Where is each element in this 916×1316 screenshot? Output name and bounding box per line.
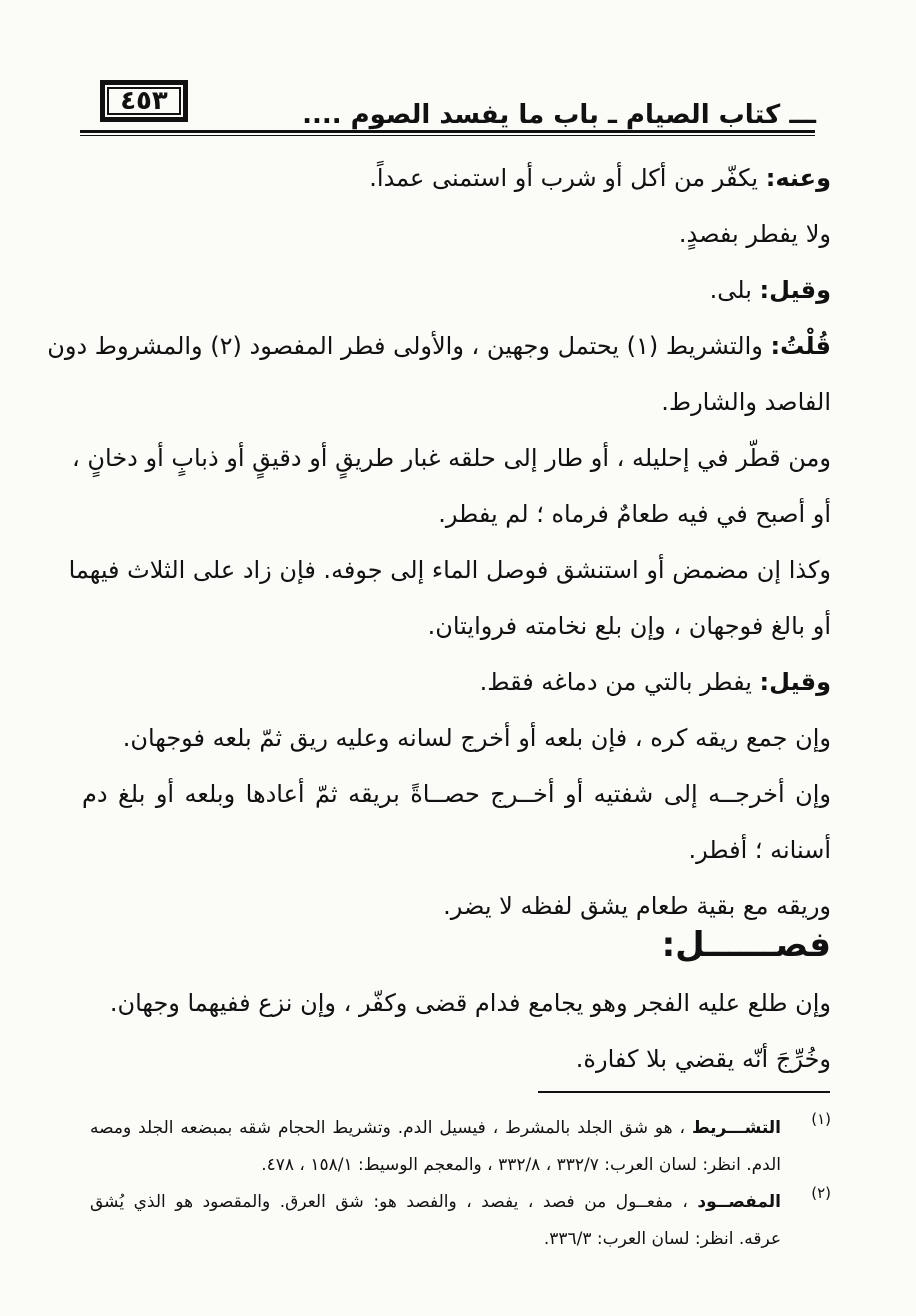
footnote-separator (538, 1091, 830, 1093)
text-line: وإن جمع ريقه كره ، فإن بلعه أو أخرج لسانه وعليه ريق ثمّ بلعه فوجهان. (122, 724, 831, 752)
footnote-term: التشـــريط (691, 1118, 782, 1138)
footnote-line (90, 1110, 781, 1147)
text-line: ولا يفطر بفصدٍ. (678, 220, 831, 248)
header-rule-thin (80, 135, 815, 136)
footnotes (90, 1110, 831, 1258)
text-line: وإن أخرجــه إلى شفتيه أو أخــرج حصــاةً بريقه ثمّ أعادها وبلعه أو بلغ دم (82, 780, 831, 808)
text-line: وخُرِّجَ أنّه يقضي بلا كفارة. (575, 1045, 831, 1073)
text-line: وكذا إن مضمض أو استنشق فوصل الماء إلى جوفه. فإن زاد على الثلاث فيهما (68, 556, 831, 584)
main-text (47, 150, 831, 934)
section-heading: فصــــــل: (661, 925, 831, 965)
line-text: يكفّر من أكل أو شرب أو استمنى عمداً. (369, 164, 759, 192)
footnote-line (90, 1184, 781, 1221)
paragraph-lead: وقيل: (759, 276, 831, 304)
text-line: ومن قطّر في إحليله ، أو طار إلى حلقه غبار طريقٍ أو دقيقٍ أو ذبابٍ أو دخانٍ ، (72, 444, 831, 472)
footnote (90, 1184, 831, 1258)
line-text: والتشريط (١) يحتمل وجهين ، والأولى فطر المفصود (٢) والمشروط دون (47, 332, 763, 360)
paragraph (82, 262, 831, 318)
paragraph-lead: وعنه: (765, 164, 831, 192)
paragraph (82, 206, 831, 262)
paragraph (82, 766, 831, 878)
paragraph (68, 542, 831, 654)
footnote-number: (٢) (811, 1184, 831, 1202)
footnote-line: الدم. انظر: لسان العرب: ٣٣٢/٧ ، ٣٣٢/٨ ، والمعجم الوسيط: ١٥٨/١ ، ٤٧٨. (261, 1155, 781, 1175)
text-line: الفاصد والشارط. (661, 388, 831, 416)
footnote-term: المفصــود (697, 1192, 781, 1212)
paragraph-lead: وقيل: (759, 668, 831, 696)
footnote (90, 1110, 831, 1184)
line-text: بلى. (709, 276, 752, 304)
paragraph (72, 430, 831, 542)
line-text: ، هو شق الجلد بالمشرط ، فيسيل الدم. وتشريط الحجام شقه بمبضعه الجلد ومصه (90, 1118, 686, 1138)
text-line (82, 654, 831, 710)
text-line: وإن طلع عليه الفجر وهو يجامع فدام قضى وكفّر ، وإن نزع ففيهما وجهان. (109, 989, 831, 1017)
paragraph (82, 654, 831, 710)
line-text: يفطر بالتي من دماغه فقط. (479, 668, 752, 696)
text-line (82, 150, 831, 206)
paragraph-lead: قُلْتُ: (770, 332, 831, 360)
text-line: وريقه مع بقية طعام يشق لفظه لا يضر. (443, 892, 831, 920)
paragraph (82, 710, 831, 766)
paragraph (82, 150, 831, 206)
paragraph (47, 318, 831, 430)
line-text: ، مفعــول من فصد ، يفصد ، والفصد هو: شق العرق. والمقصود هو الذي يُشق (90, 1192, 688, 1212)
paragraph (82, 975, 831, 1087)
section-text (82, 975, 831, 1087)
text-line (47, 318, 831, 374)
footnote-number: (١) (811, 1110, 831, 1128)
text-line: أسنانه ؛ أفطر. (688, 836, 831, 864)
header-rule (80, 130, 815, 133)
text-line (82, 262, 831, 318)
running-header-title: ـــ كتاب الصيام ـ باب ما يفسد الصوم .... (302, 100, 816, 130)
page-number: ٤٥٣ (100, 80, 188, 122)
footnote-line: عرقه. انظر: لسان العرب: ٣٣٦/٣. (543, 1229, 781, 1249)
text-line: أو بالغ فوجهان ، وإن بلع نخامته فروايتان. (427, 612, 831, 640)
text-line: أو أصبح في فيه طعامٌ فرماه ؛ لم يفطر. (438, 500, 831, 528)
